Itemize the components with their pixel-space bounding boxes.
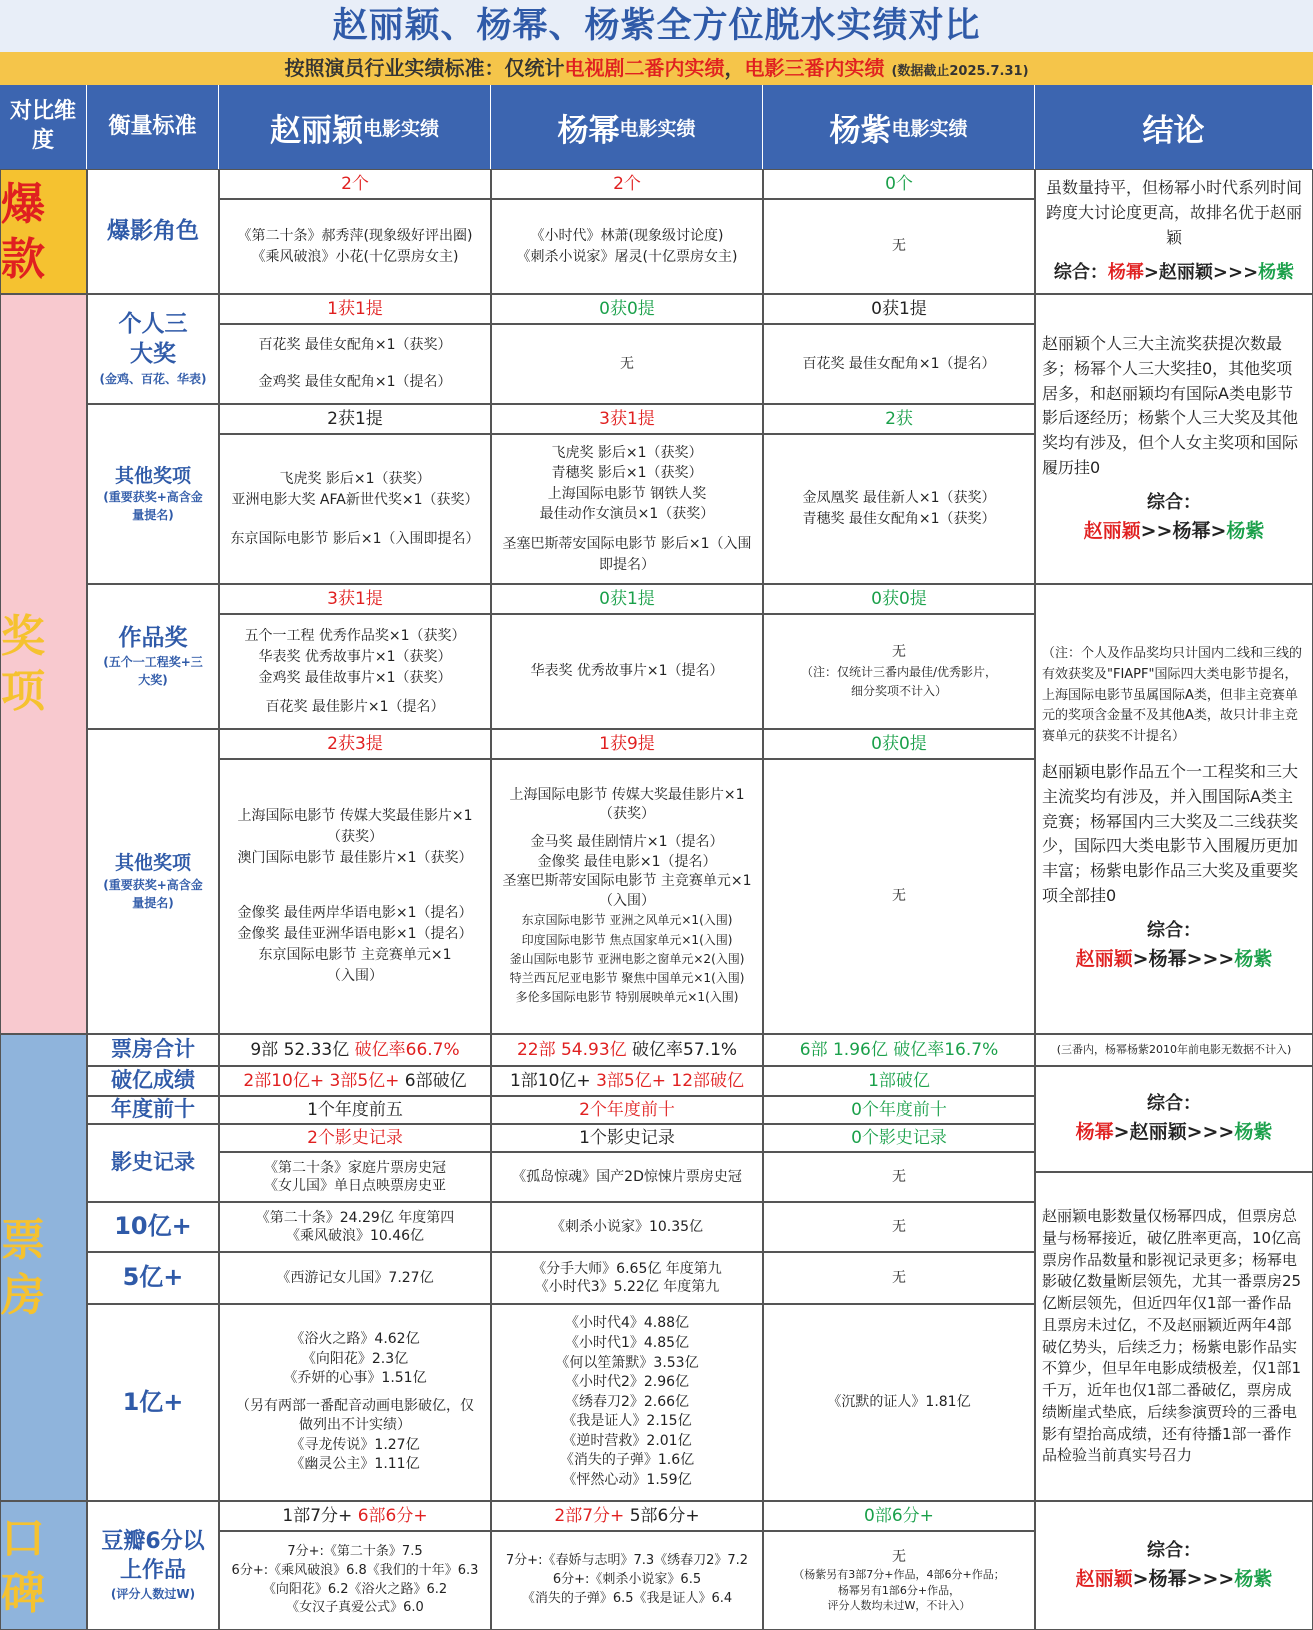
work-detail-z: 五个一工程 优秀作品奖×1（获奖） 华表奖 优秀故事片×1（获奖） 金鸡奖 最佳故事片×1（获奖） 百花奖 最佳影片×1（提名） [219,614,491,729]
box-record-count-z: 2个影史记录 [219,1124,491,1152]
box-5-z: 《西游记女儿国》7.27亿 [219,1252,491,1304]
crit-personal-other: 其他奖项 (重要获奖+高含金量提名) [87,404,219,584]
box-top-z: 1个年度前五 [219,1096,491,1124]
crit-personal: 个人三大奖 (金鸡、百花、华表) [87,294,219,404]
crit-hit: 爆影角色 [87,169,219,294]
work-count-z: 3获1提 [219,584,491,614]
work-detail-y: 无 （注：仅统计三番内最佳/优秀影片，细分奖项不计入） [763,614,1035,729]
box-top-y: 0个年度前十 [763,1096,1035,1124]
header-conclusion: 结论 [1035,85,1313,169]
box-record-y: 无 [763,1152,1035,1202]
personal-count-y: 0获1提 [763,294,1035,324]
work-other-count-m: 1获9提 [491,729,763,759]
crit-box-yi: 破亿成绩 [87,1066,219,1096]
work-other-count-z: 2获3提 [219,729,491,759]
personal-other-detail-z: 飞虎奖 影后×1（获奖） 亚洲电影大奖 AFA新世代奖×1（获奖） 东京国际电影节 影后×1（入围即提名） [219,434,491,584]
personal-count-m: 0获0提 [491,294,763,324]
box-summary: 综合： 杨幂>赵丽颖>>>杨紫 [1035,1066,1313,1172]
crit-box-1: 1亿+ [87,1304,219,1501]
box-conclusion: 赵丽颖电影数量仅杨幂四成，但票房总量与杨幂接近，破亿胜率更高，10亿高票房作品数量和影视记录更多；杨幂电影破亿数量断层领先，尤其一番票房25亿断层领先，但近四年仅1部一番作品且票房未过亿，不及赵丽颖近两年4部破亿势头，后续乏力；杨紫电影作品实不算少，但早年电影成绩极差，仅1部1千万，近年也仅1部二番破亿，票房成绩断崖式垫底，后续参演贾玲的三番电影有望抬高成绩，还有待播1部一番作品检验当前真实号召力 [1035,1172,1313,1501]
category-award: 奖项 [0,294,87,1034]
box-10-y: 无 [763,1202,1035,1252]
rep-count-y: 0部6分+ [763,1501,1035,1531]
work-other-count-y: 0获0提 [763,729,1035,759]
page-title: 赵丽颖、杨幂、杨紫全方位脱水实绩对比 [0,0,1313,52]
hit-detail-y: 无 [763,199,1035,294]
work-count-y: 0获0提 [763,584,1035,614]
box-top-m: 2个年度前十 [491,1096,763,1124]
box-1-z: 《浴火之路》4.62亿 《向阳花》2.3亿 《乔妍的心事》1.51亿 （另有两部一番配音动画电影破亿，仅做列出不计实绩） 《寻龙传说》1.27亿 《幽灵公主》1.11亿 [219,1304,491,1501]
crit-box-5: 5亿+ [87,1252,219,1304]
box-5-m: 《分手大师》6.65亿 年度第九 《小时代3》5.22亿 年度第九 [491,1252,763,1304]
work-other-detail-m: 上海国际电影节 传媒大奖最佳影片×1（获奖） 金马奖 最佳剧情片×1（提名） 金像奖 最佳电影×1（提名） 圣塞巴斯蒂安国际电影节 主竞赛单元×1（入围） 东京国际电影节 亚洲之风单元×1(入围) 印度国际电影节 焦点国家单元×1(入围) 釜山国际电影节 亚洲电影之窗单元×2(入围) 特兰西瓦尼亚电影节 聚焦中国单元×1(入围) 多伦多国际电影节 特别展映单元×1(入围) [491,759,763,1034]
box-yi-m: 1部10亿+ 3部5亿+ 12部破亿 [491,1066,763,1096]
box-yi-z: 2部10亿+ 3部5亿+ 6部破亿 [219,1066,491,1096]
crit-box-10: 10亿+ [87,1202,219,1252]
personal-detail-y: 百花奖 最佳女配角×1（提名） [763,324,1035,404]
box-yi-y: 1部破亿 [763,1066,1035,1096]
award-conclusion-1: 赵丽颖个人三大主流奖获提次数最多；杨幂个人三大奖挂0，其他奖项居多，和赵丽颖均有国际A类电影节影后逐经历；杨紫个人三大奖及其他奖均有涉及，但个人女主奖项和国际履历挂0 综合： 赵丽颖>>杨幂>杨紫 [1035,294,1313,584]
header-dimension: 对比维度 [0,85,87,169]
hit-count-y: 0个 [763,169,1035,199]
box-total-z: 9部 52.33亿 破亿率66.7% [219,1034,491,1066]
box-record-m: 《孤岛惊魂》国产2D惊悚片票房史冠 [491,1152,763,1202]
box-10-z: 《第二十条》24.29亿 年度第四 《乘风破浪》10.46亿 [219,1202,491,1252]
category-box: 票房 [0,1034,87,1501]
rep-detail-y: 无 （杨紫另有3部7分+作品，4部6分+作品； 杨幂另有1部6分+作品， 评分人数均未过W，不计入） [763,1531,1035,1630]
work-detail-m: 华表奖 优秀故事片×1（提名） [491,614,763,729]
hit-count-m: 2个 [491,169,763,199]
rep-count-m: 2部7分+ 5部6分+ [491,1501,763,1531]
header-zhaoliying: 赵丽颖 电影实绩 [219,85,491,169]
category-rep: 口碑 [0,1501,87,1630]
rep-detail-m: 7分+:《春娇与志明》7.3《绣春刀2》7.2 6分+:《刺杀小说家》6.5 《消失的子弹》6.5《我是证人》6.4 [491,1531,763,1630]
subtitle: 按照演员行业实绩标准：仅统计电视剧二番内实绩，电影三番内实绩 (数据截止2025.7.31) [0,52,1313,85]
hit-conclusion: 虽数量持平，但杨幂小时代系列时间跨度大讨论度更高，故排名优于赵丽颖 综合：杨幂>赵丽颖>>>杨紫 [1035,169,1313,294]
header-standard: 衡量标准 [87,85,219,169]
crit-work-other: 其他奖项 (重要获奖+高含金量提名) [87,729,219,1034]
box-total-y: 6部 1.96亿 破亿率16.7% [763,1034,1035,1066]
hit-detail-z: 《第二十条》郝秀萍(现象级好评出圈) 《乘风破浪》小花(十亿票房女主) [219,199,491,294]
box-1-y: 《沉默的证人》1.81亿 [763,1304,1035,1501]
box-record-count-m: 1个影史记录 [491,1124,763,1152]
header-yangmi: 杨幂 电影实绩 [491,85,763,169]
personal-detail-m: 无 [491,324,763,404]
box-5-y: 无 [763,1252,1035,1304]
personal-other-count-z: 2获1提 [219,404,491,434]
box-total-note: (三番内，杨幂杨紫2010年前电影无数据不计入) [1035,1034,1313,1066]
crit-box-top: 年度前十 [87,1096,219,1124]
work-count-m: 0获1提 [491,584,763,614]
personal-detail-z: 百花奖 最佳女配角×1（获奖） 金鸡奖 最佳女配角×1（提名） [219,324,491,404]
personal-other-detail-y: 金凤凰奖 最佳新人×1（获奖） 青穗奖 最佳女配角×1（获奖） [763,434,1035,584]
work-other-detail-y: 无 [763,759,1035,1034]
crit-work: 作品奖 (五个一工程奖+三大奖) [87,584,219,729]
category-hit: 爆款 [0,169,87,294]
personal-other-count-m: 3获1提 [491,404,763,434]
award-conclusion-2: （注：个人及作品奖均只计国内二线和三线的有效获奖及"FIAPF"国际四大类电影节提名，上海国际电影节虽属国际A类，但非主竞赛单元的奖项含金量不及其他A类，故只计非主竞赛单元的获奖不计提名） 赵丽颖电影作品五个一工程奖和三大主流奖均有涉及，并入围国际A类主竞赛；杨幂国内三大奖及二三线获奖少，国际四大类电影节入围履历更加丰富；杨紫电影作品三大奖及重要奖项全部挂0 综合： 赵丽颖>杨幂>>>杨紫 [1035,584,1313,1034]
rep-detail-z: 7分+:《第二十条》7.5 6分+:《乘风破浪》6.8《我们的十年》6.3 《向阳花》6.2《浴火之路》6.2 《女汉子真爱公式》6.0 [219,1531,491,1630]
personal-other-count-y: 2获 [763,404,1035,434]
personal-count-z: 1获1提 [219,294,491,324]
box-1-m: 《小时代4》4.88亿 《小时代1》4.85亿 《何以笙箫默》3.53亿 《小时代2》2.96亿 《绣春刀2》2.66亿 《我是证人》2.15亿 《逆时营救》2.01亿 《消失的子弹》1.6亿 《怦然心动》1.59亿 [491,1304,763,1501]
crit-box-record: 影史记录 [87,1124,219,1202]
personal-other-detail-m: 飞虎奖 影后×1（获奖） 青穗奖 影后×1（获奖） 上海国际电影节 钢铁人奖 最佳动作女演员×1（获奖） 圣塞巴斯蒂安国际电影节 影后×1（入围即提名） [491,434,763,584]
rep-count-z: 1部7分+ 6部6分+ [219,1501,491,1531]
hit-detail-m: 《小时代》林萧(现象级讨论度) 《刺杀小说家》屠灵(十亿票房女主) [491,199,763,294]
box-total-m: 22部 54.93亿 破亿率57.1% [491,1034,763,1066]
box-10-m: 《刺杀小说家》10.35亿 [491,1202,763,1252]
crit-douban: 豆瓣6分以上作品 (评分人数过W) [87,1501,219,1630]
rep-conclusion: 综合： 赵丽颖>杨幂>>>杨紫 [1035,1501,1313,1630]
crit-box-total: 票房合计 [87,1034,219,1066]
work-other-detail-z: 上海国际电影节 传媒大奖最佳影片×1（获奖） 澳门国际电影节 最佳影片×1（获奖） 金像奖 最佳两岸华语电影×1（提名） 金像奖 最佳亚洲华语电影×1（提名） 东京国际电影节 主竞赛单元×1（入围） [219,759,491,1034]
hit-count-z: 2个 [219,169,491,199]
box-record-count-y: 0个影史记录 [763,1124,1035,1152]
box-record-z: 《第二十条》家庭片票房史冠 《女儿国》单日点映票房史亚 [219,1152,491,1202]
header-yangzi: 杨紫 电影实绩 [763,85,1035,169]
